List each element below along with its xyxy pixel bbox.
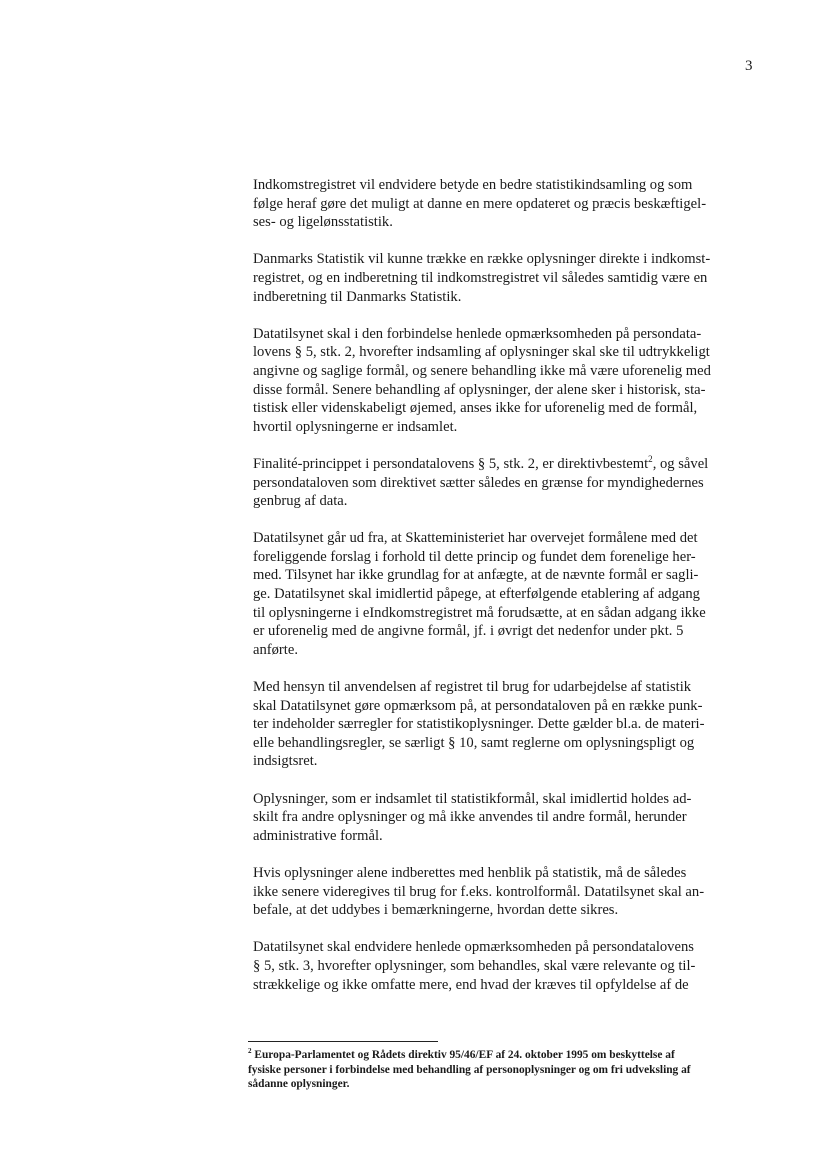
footnote xyxy=(248,1048,758,1092)
text-line: elle behandlingsregler, se særligt § 10, samt reglerne om oplysningspligt og xyxy=(253,734,695,751)
text-line: er uforenelig med de angivne formål, jf. i øvrigt det nedenfor under pkt. 5 xyxy=(253,623,684,640)
text-line: lovens § 5, stk. 2, hvorefter indsamling af oplysninger skal ske til udtrykkeligt xyxy=(253,344,710,361)
text-line: tistisk eller videnskabeligt øjemed, anses ikke for uforenelig med de formål, xyxy=(253,400,698,417)
text-line: disse formål. Senere behandling af oplysninger, der alene sker i historisk, sta- xyxy=(253,381,706,398)
text-line: med. Tilsynet har ikke grundlag for at anfægte, at de nævnte formål er sagli- xyxy=(253,567,699,584)
text-line: til oplysningerne i eIndkomstregistret må forudsætte, at en sådan adgang ikke xyxy=(253,604,706,621)
paragraph-4 xyxy=(253,455,753,511)
text-line: ge. Datatilsynet skal imidlertid påpege, at efterfølgende etablering af adgang xyxy=(253,586,700,603)
body-text xyxy=(253,176,753,1013)
footnote-line: sådanne oplysninger. xyxy=(248,1078,350,1090)
text-line: angivne og saglige formål, og senere behandling ikke må være uforenelig med xyxy=(253,362,711,379)
text-line: skilt fra andre oplysninger og må ikke anvendes til andre formål, herunder xyxy=(253,809,687,826)
paragraph-2 xyxy=(253,250,753,306)
text-line: administrative formål. xyxy=(253,827,383,844)
text-line: Hvis oplysninger alene indberettes med henblik på statistik, må de således xyxy=(253,864,687,881)
text-line: Med hensyn til anvendelsen af registret til brug for udarbejdelse af statistik xyxy=(253,679,692,696)
text-line: § 5, stk. 3, hvorefter oplysninger, som behandles, skal være relevante og til- xyxy=(253,957,696,974)
text-line: foreliggende forslag i forhold til dette princip og fundet dem forenelige her- xyxy=(253,548,696,565)
text-line: Datatilsynet går ud fra, at Skatteministeriet har overvejet formålene med det xyxy=(253,530,698,547)
text-line: Indkomstregistret vil endvidere betyde en bedre statistikindsamling og som xyxy=(253,177,693,193)
text-line: Datatilsynet skal i den forbindelse henlede opmærksomheden på persondata- xyxy=(253,325,702,342)
footnote-line xyxy=(248,1048,758,1063)
text-line: persondataloven som direktivet sætter således en grænse for myndighedernes xyxy=(253,474,704,491)
footnote-reference: 2 xyxy=(648,454,653,465)
text-line: registret, og en indberetning til indkomstregistret vil således samtidig være en xyxy=(253,269,708,286)
text-segment: , og såvel xyxy=(652,455,709,472)
paragraph-1 xyxy=(253,176,753,232)
text-line: Oplysninger, som er indsamlet til statistikformål, skal imidlertid holdes ad- xyxy=(253,790,692,807)
text-line: Datatilsynet skal endvidere henlede opmærksomheden på persondatalovens xyxy=(253,939,694,956)
paragraph-8 xyxy=(253,864,753,920)
footnote-text: Europa-Parlamentet og Rådets direktiv 95/46/EF af 24. oktober 1995 om beskyttelse af xyxy=(251,1049,675,1061)
text-line: skal Datatilsynet gøre opmærksom på, at persondataloven på en række punk- xyxy=(253,697,703,714)
text-line: ter indeholder særregler for statistikoplysninger. Dette gælder bl.a. de materi- xyxy=(253,716,705,733)
footnote-line: fysiske personer i forbindelse med behandling af personoplysninger og om fri udveksling af xyxy=(248,1063,691,1076)
text-line: hvortil oplysningerne er indsamlet. xyxy=(253,418,458,435)
paragraph-5 xyxy=(253,529,753,659)
text-line: følge heraf gøre det muligt at danne en mere opdateret og præcis beskæftigel- xyxy=(253,195,707,212)
paragraph-7 xyxy=(253,790,753,846)
text-line: indsigtsret. xyxy=(253,753,318,770)
text-line-with-footnote xyxy=(253,455,753,474)
paragraph-9 xyxy=(253,938,753,994)
text-line: strækkelige og ikke omfatte mere, end hvad der kræves til opfyldelse af de xyxy=(253,976,689,993)
text-line: anførte. xyxy=(253,641,298,658)
page-number: 3 xyxy=(745,58,753,74)
text-line: ikke senere videregives til brug for f.eks. kontrolformål. Datatilsynet skal an- xyxy=(253,883,705,900)
paragraph-6 xyxy=(253,678,753,771)
paragraph-3 xyxy=(253,325,753,437)
text-segment: Finalité-princippet i persondatalovens § 5, stk. 2, er direktivbestemt xyxy=(253,455,649,472)
text-line: Danmarks Statistik vil kunne trække en række oplysninger direkte i indkomst- xyxy=(253,251,711,268)
text-line: genbrug af data. xyxy=(253,493,348,510)
footnote-marker: 2 xyxy=(248,1047,252,1056)
text-line: indberetning til Danmarks Statistik. xyxy=(253,288,462,305)
footnote-divider xyxy=(248,1041,438,1042)
text-line: befale, at det uddybes i bemærkningerne, hvordan dette sikres. xyxy=(253,902,619,919)
text-line: ses- og ligelønsstatistik. xyxy=(253,214,393,231)
